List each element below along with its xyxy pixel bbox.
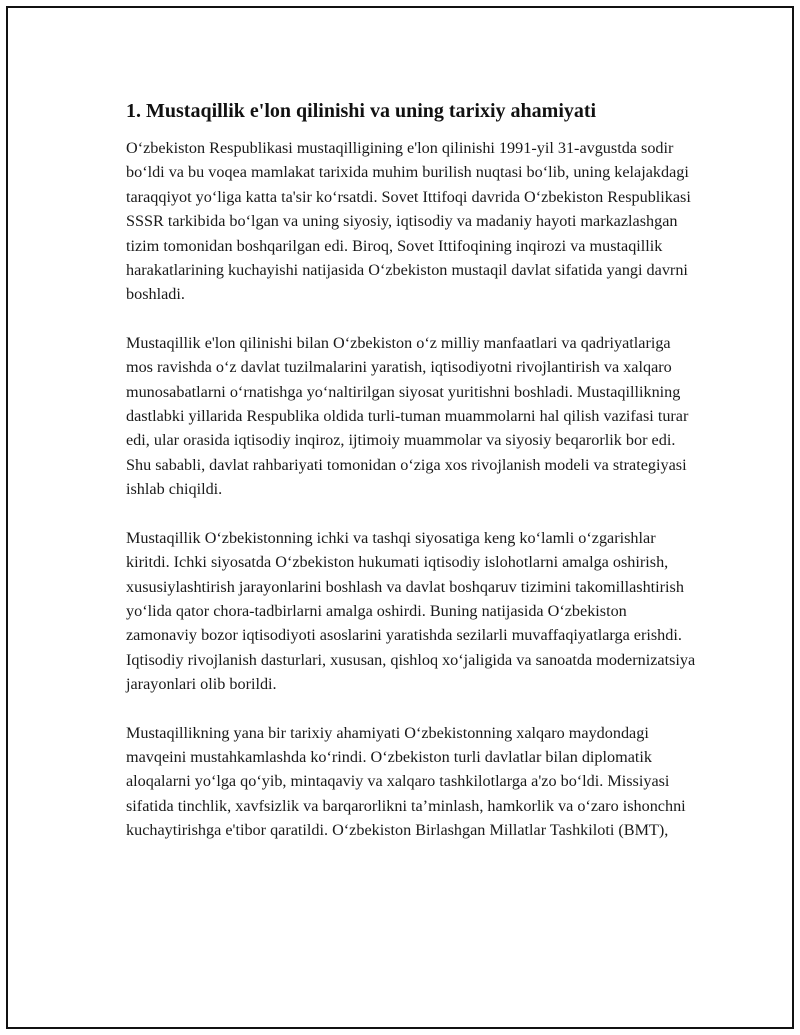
section-heading: 1. Mustaqillik e'lon qilinishi va uning tarixiy ahamiyati xyxy=(126,100,597,122)
paragraph-2: Mustaqillik e'lon qilinishi bilan O‘zbekiston o‘z milliy manfaatlari va qadriyatlariga mos ravishda o‘z davlat tuzilmalarini yaratish, iqtisodiyotni rivojlantirish va xalqaro munosabatlarni o‘rnatishga yo‘naltirilgan siyosat yuritishni boshladi. Mustaqillikning dastlabki yillarida Respublika oldida turli-tuman muammolarni hal qilish vazifasi turar edi, ular orasida iqtisodiy inqiroz, ijtimoiy muammolar va siyosiy beqarorlik bor edi. Shu sababli, davlat rahbariyati tomonidan o‘ziga xos rivojlanish modeli va strategiyasi ishlab chiqildi. xyxy=(126,333,689,499)
paragraph-4: Mustaqillikning yana bir tarixiy ahamiyati O‘zbekistonning xalqaro maydondagi mavqeini mustahkamlashda ko‘rindi. O‘zbekiston turli davlatlar bilan diplomatik aloqalarni yo‘lga qo‘yib, mintaqaviy va xalqaro tashkilotlarga a'zo bo‘ldi. Missiyasi sifatida tinchlik, xavfsizlik va barqarorlikni ta’minlash, hamkorlik va o‘zaro ishonchni kuchaytirishga e'tibor qaratildi. O‘zbekiston Birlashgan Millatlar Tashkiloti (BMT), xyxy=(126,723,686,840)
paragraph-1: O‘zbekiston Respublikasi mustaqilligining e'lon qilinishi 1991-yil 31-avgustda sodir bo‘ldi va bu voqea mamlakat tarixida muhim burilish nuqtasi bo‘lib, uning kelajakdagi taraqqiyot yo‘liga katta ta'sir ko‘rsatdi. Sovet Ittifoqi davrida O‘zbekiston Respublikasi SSSR tarkibida bo‘lgan va uning siyosiy, iqtisodiy va madaniy hayoti markazlashgan tizim tomonidan boshqarilgan edi. Biroq, Sovet Ittifoqining inqirozi va mustaqillik harakatlarining kuchayishi natijasida O‘zbekiston mustaqil davlat sifatida yangi davrni boshladi. xyxy=(126,139,691,304)
document-body xyxy=(126,98,696,867)
paragraph-3: Mustaqillik O‘zbekistonning ichki va tashqi siyosatiga keng ko‘lamli o‘zgarishlar kiritdi. Ichki siyosatda O‘zbekiston hukumati iqtisodiy islohotlarni amalga oshirish, xususiylashtirish jarayonlarini boshlash va davlat boshqaruv tizimini takomillashtirish yo‘lida qator chora-tadbirlarni amalga oshirdi. Buning natijasida O‘zbekiston zamonaviy bozor iqtisodiyoti asoslarini yaratishda sezilarli muvaffaqiyatlarga erishdi. Iqtisodiy rivojlanish dasturlari, xususan, qishloq xo‘jaligida va sanoatda modernizatsiya jarayonlari olib borildi. xyxy=(126,528,696,694)
page-frame xyxy=(6,6,794,1029)
